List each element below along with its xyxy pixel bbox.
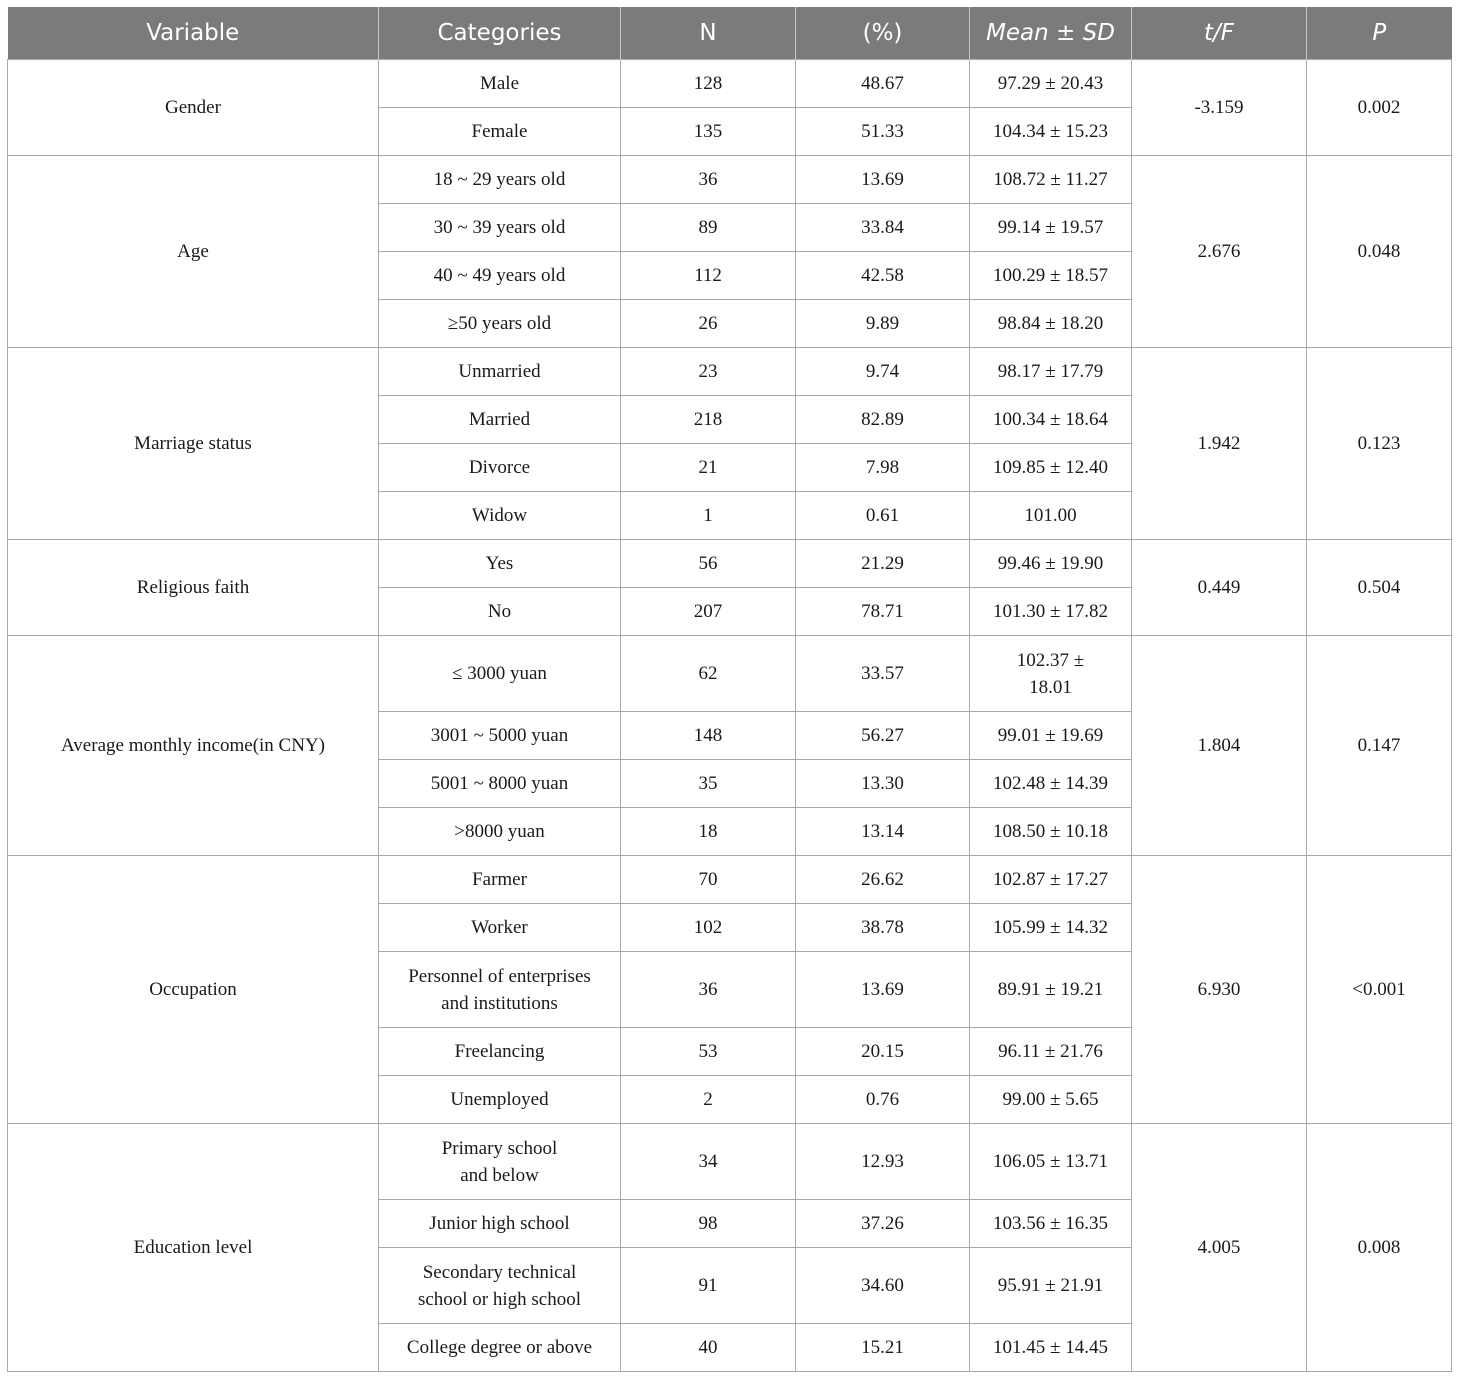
t-f-cell: 1.804: [1132, 636, 1307, 856]
category-cell: Married: [379, 396, 621, 444]
mean-sd-cell: 100.34 ± 18.64: [970, 396, 1132, 444]
n-cell: 18: [621, 808, 796, 856]
t-f-cell: 0.449: [1132, 540, 1307, 636]
table-row: [8, 348, 1452, 396]
category-cell: 30 ~ 39 years old: [379, 204, 621, 252]
n-cell: 128: [621, 60, 796, 108]
percent-cell: 26.62: [796, 856, 970, 904]
header-mean-sd: Mean ± SD: [970, 7, 1132, 60]
category-cell: Unemployed: [379, 1076, 621, 1124]
n-cell: 26: [621, 300, 796, 348]
n-cell: 207: [621, 588, 796, 636]
header-p: P: [1307, 7, 1452, 60]
table-row: [8, 540, 1452, 588]
percent-cell: 13.14: [796, 808, 970, 856]
percent-cell: 37.26: [796, 1200, 970, 1248]
variable-cell: Marriage status: [8, 348, 379, 540]
percent-cell: 56.27: [796, 712, 970, 760]
mean-sd-cell: 105.99 ± 14.32: [970, 904, 1132, 952]
percent-cell: 12.93: [796, 1124, 970, 1200]
n-cell: 34: [621, 1124, 796, 1200]
category-cell: ≤ 3000 yuan: [379, 636, 621, 712]
category-cell: Freelancing: [379, 1028, 621, 1076]
mean-sd-cell: 101.00: [970, 492, 1132, 540]
percent-cell: 82.89: [796, 396, 970, 444]
n-cell: 102: [621, 904, 796, 952]
p-cell: 0.504: [1307, 540, 1452, 636]
p-cell: 0.147: [1307, 636, 1452, 856]
mean-sd-cell: 102.87 ± 17.27: [970, 856, 1132, 904]
percent-cell: 48.67: [796, 60, 970, 108]
demographics-table: [7, 7, 1452, 1372]
category-cell: Primary school and below: [379, 1124, 621, 1200]
category-cell: Worker: [379, 904, 621, 952]
mean-sd-cell: 108.72 ± 11.27: [970, 156, 1132, 204]
table-row: [8, 1124, 1452, 1200]
t-f-cell: -3.159: [1132, 60, 1307, 156]
table-row: [8, 60, 1452, 108]
n-cell: 35: [621, 760, 796, 808]
category-cell: Secondary technical school or high school: [379, 1248, 621, 1324]
mean-sd-cell: 98.17 ± 17.79: [970, 348, 1132, 396]
mean-sd-cell: 101.30 ± 17.82: [970, 588, 1132, 636]
n-cell: 112: [621, 252, 796, 300]
n-cell: 23: [621, 348, 796, 396]
mean-sd-cell: 98.84 ± 18.20: [970, 300, 1132, 348]
p-cell: 0.002: [1307, 60, 1452, 156]
percent-cell: 78.71: [796, 588, 970, 636]
category-cell: No: [379, 588, 621, 636]
mean-sd-cell: 109.85 ± 12.40: [970, 444, 1132, 492]
n-cell: 91: [621, 1248, 796, 1324]
t-f-cell: 1.942: [1132, 348, 1307, 540]
category-cell: Personnel of enterprises and institutions: [379, 952, 621, 1028]
percent-cell: 33.57: [796, 636, 970, 712]
category-cell: >8000 yuan: [379, 808, 621, 856]
percent-cell: 21.29: [796, 540, 970, 588]
n-cell: 36: [621, 952, 796, 1028]
category-cell: Widow: [379, 492, 621, 540]
n-cell: 98: [621, 1200, 796, 1248]
header-row: [8, 7, 1452, 60]
mean-sd-cell: 108.50 ± 10.18: [970, 808, 1132, 856]
category-cell: Divorce: [379, 444, 621, 492]
mean-sd-cell: 101.45 ± 14.45: [970, 1324, 1132, 1372]
category-cell: 40 ~ 49 years old: [379, 252, 621, 300]
mean-sd-cell: 89.91 ± 19.21: [970, 952, 1132, 1028]
category-cell: 18 ~ 29 years old: [379, 156, 621, 204]
percent-cell: 34.60: [796, 1248, 970, 1324]
category-cell: Female: [379, 108, 621, 156]
category-cell: College degree or above: [379, 1324, 621, 1372]
n-cell: 56: [621, 540, 796, 588]
category-cell: Male: [379, 60, 621, 108]
variable-cell: Age: [8, 156, 379, 348]
category-cell: 3001 ~ 5000 yuan: [379, 712, 621, 760]
percent-cell: 0.61: [796, 492, 970, 540]
category-cell: 5001 ~ 8000 yuan: [379, 760, 621, 808]
t-f-cell: 6.930: [1132, 856, 1307, 1124]
variable-cell: Education level: [8, 1124, 379, 1372]
n-cell: 218: [621, 396, 796, 444]
header-n: N: [621, 7, 796, 60]
category-cell: Unmarried: [379, 348, 621, 396]
mean-sd-cell: 102.48 ± 14.39: [970, 760, 1132, 808]
p-cell: 0.123: [1307, 348, 1452, 540]
category-cell: ≥50 years old: [379, 300, 621, 348]
percent-cell: 38.78: [796, 904, 970, 952]
mean-sd-cell: 99.46 ± 19.90: [970, 540, 1132, 588]
n-cell: 62: [621, 636, 796, 712]
t-f-cell: 2.676: [1132, 156, 1307, 348]
n-cell: 21: [621, 444, 796, 492]
percent-cell: 7.98: [796, 444, 970, 492]
mean-sd-cell: 104.34 ± 15.23: [970, 108, 1132, 156]
percent-cell: 13.69: [796, 952, 970, 1028]
table-row: [8, 156, 1452, 204]
category-cell: Farmer: [379, 856, 621, 904]
header-categories: Categories: [379, 7, 621, 60]
t-f-cell: 4.005: [1132, 1124, 1307, 1372]
mean-sd-cell: 100.29 ± 18.57: [970, 252, 1132, 300]
percent-cell: 9.74: [796, 348, 970, 396]
variable-cell: Gender: [8, 60, 379, 156]
variable-cell: Occupation: [8, 856, 379, 1124]
percent-cell: 9.89: [796, 300, 970, 348]
table-row: [8, 856, 1452, 904]
mean-sd-cell: 99.01 ± 19.69: [970, 712, 1132, 760]
header-variable: Variable: [8, 7, 379, 60]
mean-sd-cell: 95.91 ± 21.91: [970, 1248, 1132, 1324]
category-cell: Junior high school: [379, 1200, 621, 1248]
p-cell: 0.008: [1307, 1124, 1452, 1372]
n-cell: 1: [621, 492, 796, 540]
table-row: [8, 636, 1452, 712]
n-cell: 40: [621, 1324, 796, 1372]
percent-cell: 33.84: [796, 204, 970, 252]
mean-sd-cell: 106.05 ± 13.71: [970, 1124, 1132, 1200]
percent-cell: 20.15: [796, 1028, 970, 1076]
mean-sd-cell: 102.37 ± 18.01: [970, 636, 1132, 712]
n-cell: 148: [621, 712, 796, 760]
mean-sd-cell: 99.00 ± 5.65: [970, 1076, 1132, 1124]
n-cell: 53: [621, 1028, 796, 1076]
percent-cell: 0.76: [796, 1076, 970, 1124]
mean-sd-cell: 103.56 ± 16.35: [970, 1200, 1132, 1248]
percent-cell: 51.33: [796, 108, 970, 156]
percent-cell: 42.58: [796, 252, 970, 300]
variable-cell: Average monthly income(in CNY): [8, 636, 379, 856]
header-t-f: t/F: [1132, 7, 1307, 60]
mean-sd-cell: 97.29 ± 20.43: [970, 60, 1132, 108]
percent-cell: 13.30: [796, 760, 970, 808]
p-cell: 0.048: [1307, 156, 1452, 348]
percent-cell: 13.69: [796, 156, 970, 204]
n-cell: 89: [621, 204, 796, 252]
p-cell: <0.001: [1307, 856, 1452, 1124]
n-cell: 70: [621, 856, 796, 904]
header-percent: (%): [796, 7, 970, 60]
n-cell: 135: [621, 108, 796, 156]
n-cell: 36: [621, 156, 796, 204]
percent-cell: 15.21: [796, 1324, 970, 1372]
n-cell: 2: [621, 1076, 796, 1124]
variable-cell: Religious faith: [8, 540, 379, 636]
mean-sd-cell: 96.11 ± 21.76: [970, 1028, 1132, 1076]
category-cell: Yes: [379, 540, 621, 588]
mean-sd-cell: 99.14 ± 19.57: [970, 204, 1132, 252]
